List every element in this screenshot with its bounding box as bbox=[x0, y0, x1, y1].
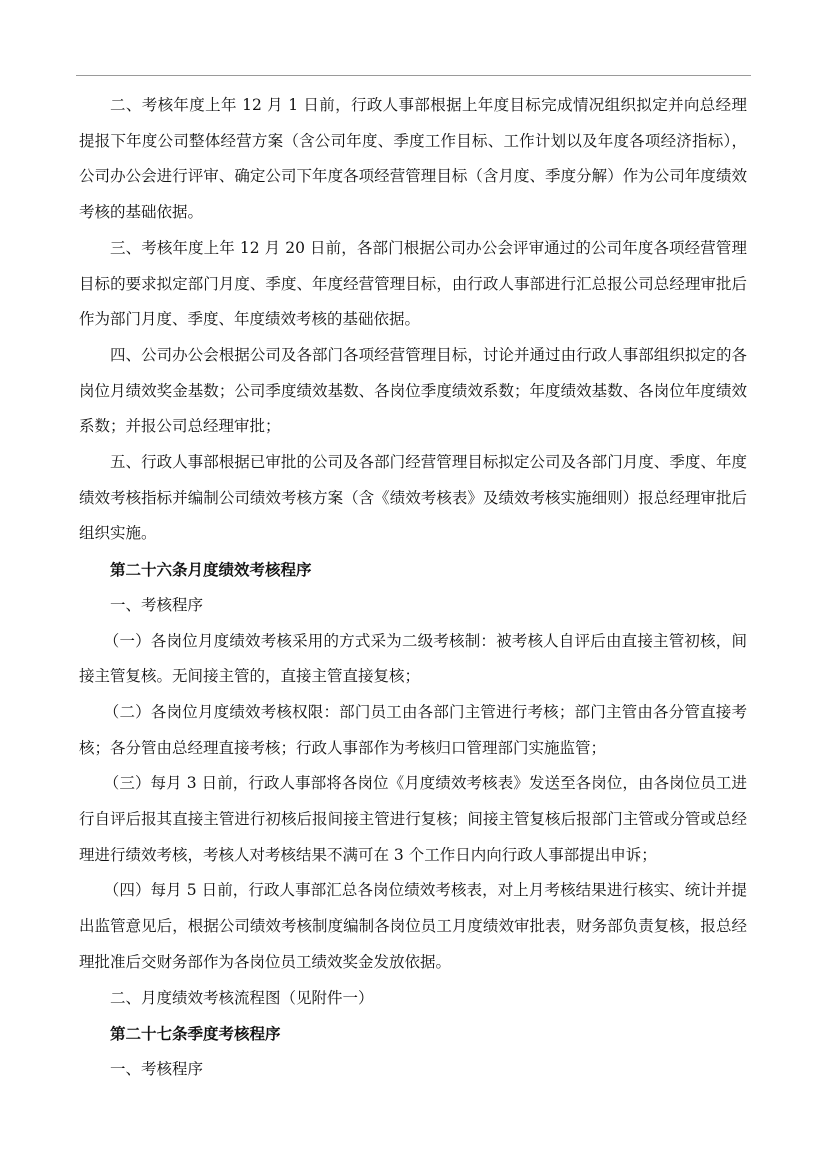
item-3: （三）每月 3 日前，行政人事部将各岗位《月度绩效考核表》发送至各岗位，由各岗位员工进行自评后报其直接主管进行初核后报间接主管进行复核；间接主管复核后报部门主管或分管或总经理进行绩效考核，考核人对考核结果不满可在 3 个工作日内向行政人事部提出申诉； bbox=[79, 774, 747, 864]
item-1: （一）各岗位月度绩效考核采用的方式采为二级考核制：被考核人自评后由直接主管初核，间接主管复核。无间接主管的，直接主管直接复核； bbox=[79, 631, 747, 686]
item-4: （四）每月 5 日前，行政人事部汇总各岗位绩效考核表，对上月考核结果进行核实、统计并提出监管意见后，根据公司绩效考核制度编制各岗位员工月度绩效审批表，财务部负责复核，报总经理批准后交财务部作为各岗位员工绩效奖金发放依据。 bbox=[79, 881, 747, 971]
paragraph-4: 四、公司办公会根据公司及各部门各项经营管理目标，讨论并通过由行政人事部组织拟定的各岗位月绩效奖金基数；公司季度绩效基数、各岗位季度绩效系数；年度绩效基数、各岗位年度绩效系数；并报公司总经理审批； bbox=[79, 345, 747, 436]
document-body bbox=[79, 88, 747, 1088]
header-rule bbox=[76, 75, 751, 76]
article-26-heading: 第二十六条月度绩效考核程序 bbox=[110, 560, 312, 580]
section-1-title: 一、考核程序 bbox=[110, 595, 204, 614]
paragraph-2: 二、考核年度上年 12 月 1 日前，行政人事部根据上年度目标完成情况组织拟定并向总经理提报下年度公司整体经营方案（含公司年度、季度工作目标、工作计划以及年度各项经济指标），公司办公会进行评审、确定公司下年度各项经营管理目标（含月度、季度分解）作为公司年度绩效考核的基础依据。 bbox=[79, 96, 747, 222]
section-1-title-q: 一、考核程序 bbox=[110, 1059, 204, 1078]
article-27-heading: 第二十七条季度考核程序 bbox=[110, 1024, 281, 1044]
item-2: （二）各岗位月度绩效考核权限：部门员工由各部门主管进行考核；部门主管由各分管直接考核；各分管由总经理直接考核；行政人事部作为考核归口管理部门实施监管； bbox=[79, 702, 747, 757]
section-2-title: 二、月度绩效考核流程图（见附件一） bbox=[110, 988, 374, 1007]
paragraph-3: 三、考核年度上年 12 月 20 日前，各部门根据公司办公会评审通过的公司年度各项经营管理目标的要求拟定部门月度、季度、年度经营管理目标，由行政人事部进行汇总报公司总经理审批后作为部门月度、季度、年度绩效考核的基础依据。 bbox=[79, 238, 747, 329]
paragraph-5: 五、行政人事部根据已审批的公司及各部门经营管理目标拟定公司及各部门月度、季度、年度绩效考核指标并编制公司绩效考核方案（含《绩效考核表》及绩效考核实施细则）报总经理审批后组织实施。 bbox=[79, 453, 747, 543]
